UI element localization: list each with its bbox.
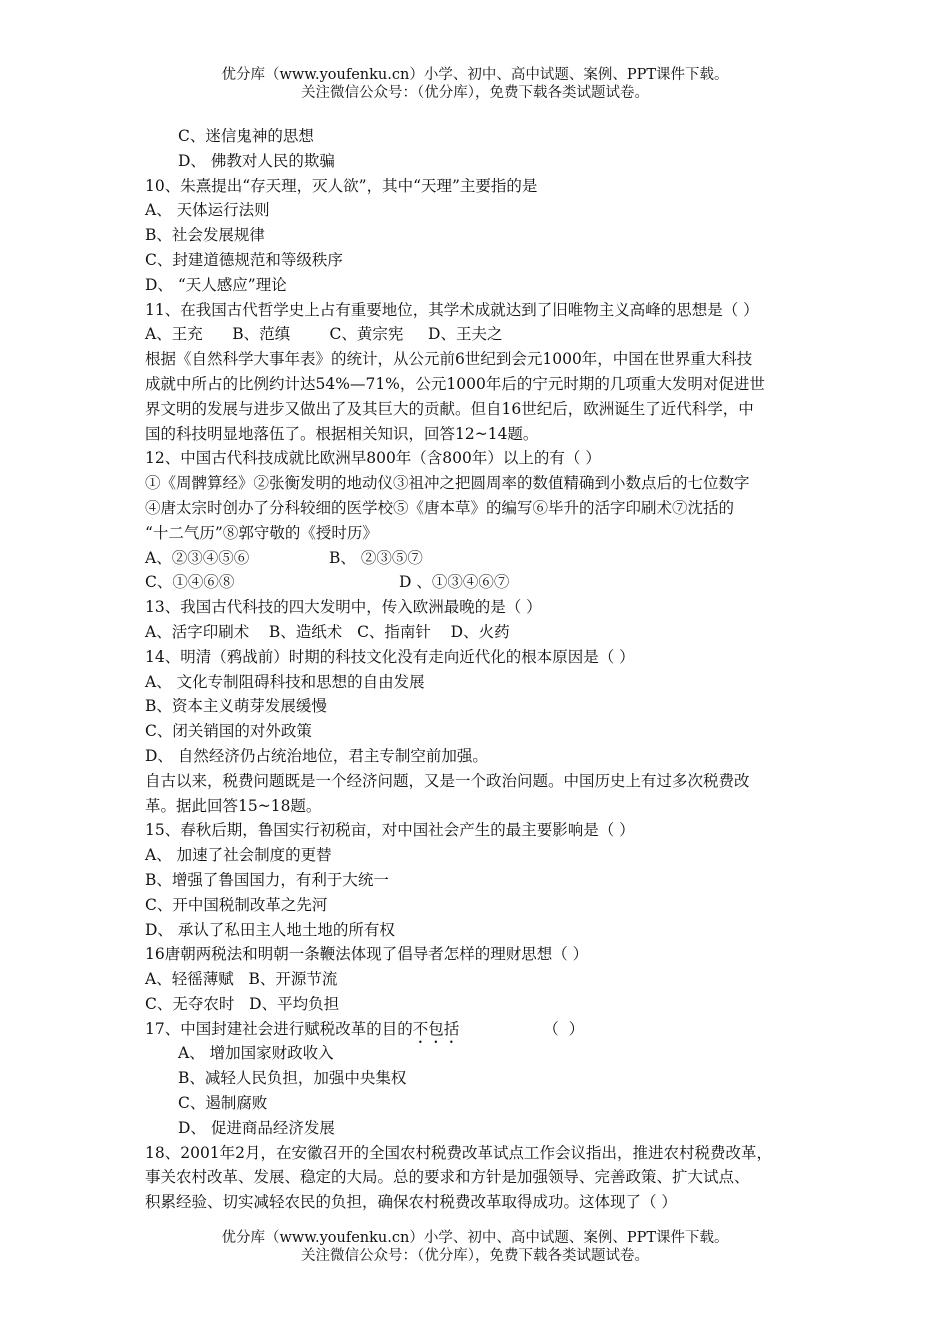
q13-options: A、活字印刷术 B、造纸术 C、指南针 D、火药 xyxy=(145,622,510,641)
q17-option-b: B、减轻人民负担，加强中央集权 xyxy=(178,1069,407,1088)
q12-option-a: A、②③④⑤⑥ xyxy=(145,548,250,567)
page-footer xyxy=(0,1229,950,1265)
header-line-2: 关注微信公众号：（优分库），免费下载各类试题试卷。 xyxy=(301,85,649,101)
q12-items-line-1: ①《周髀算经》②张衡发明的地动仪③祖冲之把圆周率的数值精确到小数点后的七位数字 xyxy=(145,474,750,493)
passage-1-line-3: 界文明的发展与进步又做出了及其巨大的贡献。但自16世纪后，欧洲诞生了近代科学，中 xyxy=(145,399,754,418)
passage-1-line-1: 根据《自然科学大事年表》的统计，从公元前6世纪到会元1000年，中国在世界重大科技 xyxy=(145,350,753,369)
q10-stem: 10、朱熹提出“存天理，灭人欲”，其中“天理”主要指的是 xyxy=(145,176,538,195)
q12-option-b: B、 ②③⑤⑦ xyxy=(329,548,423,567)
q18-stem-line-1: 18、2001年2月，在安徽召开的全国农村税费改革试点工作会议指出，推进农村税费改革， xyxy=(145,1143,773,1162)
q14-option-c: C、闭关销国的对外政策 xyxy=(145,722,312,741)
footer-line-1: 优分库（www.youfenku.cn）小学、初中、高中试题、案例、PPT课件下载。 xyxy=(221,1230,729,1246)
q10-option-c: C、封建道德规范和等级秩序 xyxy=(145,250,343,269)
q16-stem: 16唐朝两税法和明朝一条鞭法体现了倡导者怎样的理财思想（ ） xyxy=(145,945,589,964)
q14-option-a: A、 文化专制阻碍科技和思想的自由发展 xyxy=(145,672,425,691)
passage-2-line-2: 革。据此回答15~18题。 xyxy=(145,796,322,815)
q12-option-d: D 、①③④⑥⑦ xyxy=(399,573,510,592)
q10-option-d: D、 “天人感应”理论 xyxy=(145,275,287,294)
q17-stem xyxy=(145,1017,817,1042)
passage-1-line-2: 成就中所占的比例约计达54%—71%，公元1000年后的宁元时期的几项重大发明对促进世 xyxy=(145,374,765,393)
q11-options: A、王充 B、范缜 C、黄宗宪 D、王夫之 xyxy=(145,325,503,344)
q12-items-line-2: ④唐太宗时创办了分科较细的医学校⑤《唐本草》的编写⑥毕升的活字印刷术⑦沈括的 xyxy=(145,498,735,517)
q17-emphasis-text: 不包括 xyxy=(412,1019,460,1038)
q13-stem: 13、我国古代科技的四大发明中，传入欧洲最晚的是（ ） xyxy=(145,598,542,617)
header-line-1: 优分库（www.youfenku.cn）小学、初中、高中试题、案例、PPT课件下载。 xyxy=(221,67,729,83)
q18-stem-line-2: 事关农村改革、发展、稳定的大局。总的要求和方针是加强领导、完善政策、扩大试点、 xyxy=(145,1168,750,1187)
q12-option-c: C、①④⑥⑧ xyxy=(145,573,235,592)
q16-options-row-1: A、轻徭薄赋 B、开源节流 xyxy=(145,970,338,989)
q10-option-a: A、 天体运行法则 xyxy=(145,201,270,220)
q17-option-d: D、 促进商品经济发展 xyxy=(178,1118,335,1137)
passage-2-line-1: 自古以来，税费问题既是一个经济问题，又是一个政治问题。中国历史上有过多次税费改 xyxy=(145,771,750,790)
q17-option-a: A、 增加国家财政收入 xyxy=(178,1044,334,1063)
q18-stem-line-3: 积累经验、切实减轻农民的负担，确保农村税费改革取得成功。这体现了（ ） xyxy=(145,1193,677,1212)
q12-options-row-1 xyxy=(145,546,817,571)
q15-option-d: D、 承认了私田主人地土地的所有权 xyxy=(145,920,395,939)
q15-option-a: A、 加速了社会制度的更替 xyxy=(145,846,332,865)
q12-stem: 12、中国古代科技成就比欧洲早800年（含800年）以上的有（ ） xyxy=(145,449,601,468)
q12-items-line-3: “十二气历”⑧郭守敬的《授时历》 xyxy=(145,523,378,542)
q15-option-b: B、增强了鲁国国力，有利于大统一 xyxy=(145,870,389,889)
q9-option-c: C、迷信鬼神的思想 xyxy=(178,127,314,145)
q11-stem: 11、在我国古代哲学史上占有重要地位，其学术成就达到了旧唯物主义高峰的思想是（ ） xyxy=(145,300,759,319)
q12-options-row-2 xyxy=(145,570,817,595)
q10-option-b: B、社会发展规律 xyxy=(145,226,265,245)
q17-option-c: C、遏制腐败 xyxy=(178,1094,268,1113)
q14-option-d: D、 自然经济仍占统治地位，君主专制空前加强。 xyxy=(145,746,488,765)
q16-options-row-2: C、无夺农时 D、平均负担 xyxy=(145,994,340,1013)
q14-option-b: B、资本主义萌芽发展缓慢 xyxy=(145,697,327,716)
passage-1-line-4: 国的科技明显地落伍了。根据相关知识，回答12~14题。 xyxy=(145,424,539,443)
q17-stem-text: 17、中国封建社会进行赋税改革的目的 xyxy=(145,1019,413,1038)
q9-option-d: D、 佛教对人民的欺骗 xyxy=(178,151,335,170)
page-header xyxy=(0,66,950,102)
q15-option-c: C、开中国税制改革之先河 xyxy=(145,895,328,914)
document-body xyxy=(145,124,817,1215)
q15-stem: 15、春秋后期，鲁国实行初税亩，对中国社会产生的最主要影响是（ ） xyxy=(145,821,635,840)
footer-line-2: 关注微信公众号：（优分库），免费下载各类试题试卷。 xyxy=(301,1248,649,1264)
q17-answer-bracket: （ ） xyxy=(543,1019,585,1038)
q14-stem: 14、明清（鸦战前）时期的科技文化没有走向近代化的根本原因是（ ） xyxy=(145,647,635,666)
